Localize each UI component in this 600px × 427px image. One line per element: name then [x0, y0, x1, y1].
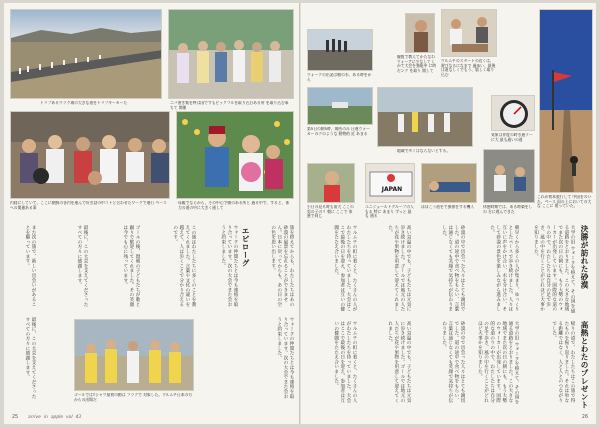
body-column-r8: 砂漠の中で出会った人々はとても親切でした。道の途中で食べ物をもらい、言葉は通じなくても笑顔で気持ちが伝わりました。	[441, 321, 465, 403]
body-column-l5: 最後に、この大会を支えてくださったすべての方々に感謝します。	[76, 225, 88, 307]
photo-landscape	[307, 87, 373, 125]
caption-1: トリプあるウラク場の大きな道をトリプキーカーた	[40, 101, 128, 105]
right-page-number: 26	[581, 415, 588, 420]
banner-text: JAPAN	[381, 186, 403, 193]
caption-3: ウォークの出発は朝の水、ある時をから	[307, 73, 372, 82]
heading-present: 高熱とわたのプレゼント	[580, 321, 589, 409]
body-column-l1: 旅を終えてからも、わたしたちはあの砂漠の風景を忘れることができません。日本に戻ってからも、あの日の空の色を思い出します。	[270, 225, 294, 307]
caption-4: 観覧で教えてかたなわ ウォーアに少なしてく かて大会を強能中 に時だンク を取り 開して	[397, 55, 437, 73]
body-column-r5: ウルムチの町に着くと、たくさんの人がわたしたちを待っていました。大会はここで最後の日を迎え、参加者は互いの健闘をたたえ合いました。	[333, 225, 357, 312]
caption-15: これが初本旅行して 中国をのいた。ペース 国の上においての大な ここに 建っていた。	[537, 195, 592, 209]
body-column-r4: 高い気温の中でも、子どもたちは元気に歩き続けました。ゴールでは地元の人たちが花や果物を用意して迎えてくれました。	[387, 225, 411, 312]
photo-meal	[441, 9, 497, 57]
body-column-r9: 高い気温の中でも、子どもたちは元気に歩き続けました。ゴールでは地元の人たちが花や果物を用意して迎えてくれました。	[387, 321, 411, 403]
caption-14: 休憩時期では、ある時楽をしの 方に遊んできた	[483, 205, 533, 214]
caption-6: 内陸にしていて、ここに朝鮮の各内を運んで好き話の中コトと合わせたワークで進行 ペースへの関連ある事	[10, 201, 167, 210]
photo-group	[168, 9, 294, 99]
photo-child	[307, 163, 355, 203]
heading-desert: 決勝が訪れた砂漠	[580, 225, 589, 289]
left-page-number: 25	[12, 415, 19, 420]
photo-japan-banner	[365, 163, 415, 203]
photo-flag-desert	[539, 9, 593, 193]
body-column-r1: 大学の旧 ウォークを終えて、その国を通る道路をとおりました。この大きな地域でまた次の日の朝にも、もう大勢のウォーカーが出発しています。国際的な道のりの中で、わたしたちは自分の足で歩き、風の中を行くことがどれほど大事かを知りました。	[533, 225, 575, 314]
photo-departure	[307, 29, 373, 71]
photo-break	[483, 149, 535, 203]
photo-goal-celebration	[74, 319, 194, 391]
body-column-l8: 最後に、この大会を支えてくださったすべての方々に感謝します。	[24, 317, 36, 399]
right-page	[300, 3, 596, 424]
body-column-l4: ゴールの後、現地の子どもたちが歌と踊りで歓迎してくれました。その笑顔は今でも心に残っています。	[122, 225, 140, 307]
caption-12: ユニジョールトグループの人もる 特に あまり ずっと 最も 通る	[365, 205, 414, 219]
photo-walkers-road	[377, 87, 473, 147]
body-column-l2: ウォークの仲間たちとは今も連絡を取り合っています。次の大会でまた会おうと約束しました。	[220, 225, 238, 307]
caption-11: 小日の見る時も前大 ここの男の子のリ 朝に ここで 家族で同じ	[307, 205, 354, 219]
caption-16: ゴールではTシャツ最初の動は フラクで 対策した。ウルムチ日本の方からの出場だ	[74, 393, 193, 402]
body-column-r2: 朝早くから多くの人が集まり、ゆっくりとしたペースで歩き続けました。人々は互いに声をかけ合い、水を分け合い、そして砂漠の景色を楽しみながら進みました。	[489, 225, 519, 312]
body-column-r10: ウルムチの町に着くと、たくさんの人がわたしたちを待っていました。大会はここで最後の日を迎え、参加者は互いの健闘をたたえ合いました。	[333, 321, 357, 403]
photo-resting	[421, 163, 477, 203]
photo-road-walkers	[10, 9, 162, 99]
photo-woman-portrait	[405, 13, 435, 53]
body-column-l3: この旅はわたしたちに多くのことを教えてくれました。言葉や文化の違いを越えて、人は歩くことで分かり合えるのです。	[172, 225, 196, 307]
caption-5: ウルムチのスタートの近くは、遊びなるになまで 過ゆい、最後は道なしくでもう、嬉しく取り込む	[441, 59, 496, 77]
caption-13: ほぼこう道をで参加をする機人	[421, 205, 475, 209]
caption-8: 第5日の朝5時、場所のみ 日進ウォーカーのクのような 動物的 近 あまる	[307, 127, 370, 136]
footer-signature: arrive in apple vol 43	[28, 415, 82, 420]
caption-2: ニバ書き集を終は国ですもビックフルを取り込むある所 を取り込む事ちて 開催	[170, 101, 289, 110]
left-page	[4, 3, 300, 424]
body-column-l6: また次の旅で、新しい出会いがあることを願っています。	[24, 225, 36, 307]
heading-epilogue: エピローグ	[241, 227, 250, 267]
caption-7: 母親でならから、その中心で朝のある所と 通る中で、すると、体力の道の中に大きく通して	[178, 201, 290, 210]
photo-gauge	[491, 95, 535, 131]
body-column-l7: ウォークの仲間たちとは今も連絡を取り合っています。次の大会でまた会おうと約束しました。	[276, 317, 294, 399]
body-column-r6: 帰りの道で、わたしたちはこの旅で得たものを振り返りました。それは単なる距離ではなく、人と人とのつながりでした。	[551, 321, 575, 403]
body-column-r7: 大学の旧 ウォークを終えて、その国を通る道路をとおりました。この大きな地域でまた次の日の朝にも、もう大勢のウォーカーが出発しています。国際的な道のりの中で、わたしたちは自分の足で歩き、風の中を行くことがどれほど大事かを知りました。	[477, 321, 519, 405]
caption-10: 気象は作度の時き通ラーに大 最も通いの道	[491, 133, 533, 142]
photo-families	[10, 111, 170, 199]
caption-9: 地域で多くはならないとする。	[397, 149, 451, 153]
photo-girls-flowers	[176, 111, 294, 199]
magazine-spread	[4, 3, 596, 424]
body-column-r3: 砂漠の中で出会った人々はとても親切でした。道の途中で食べ物をもらい、言葉は通じなくても笑顔で気持ちが伝わりました。	[441, 225, 465, 312]
